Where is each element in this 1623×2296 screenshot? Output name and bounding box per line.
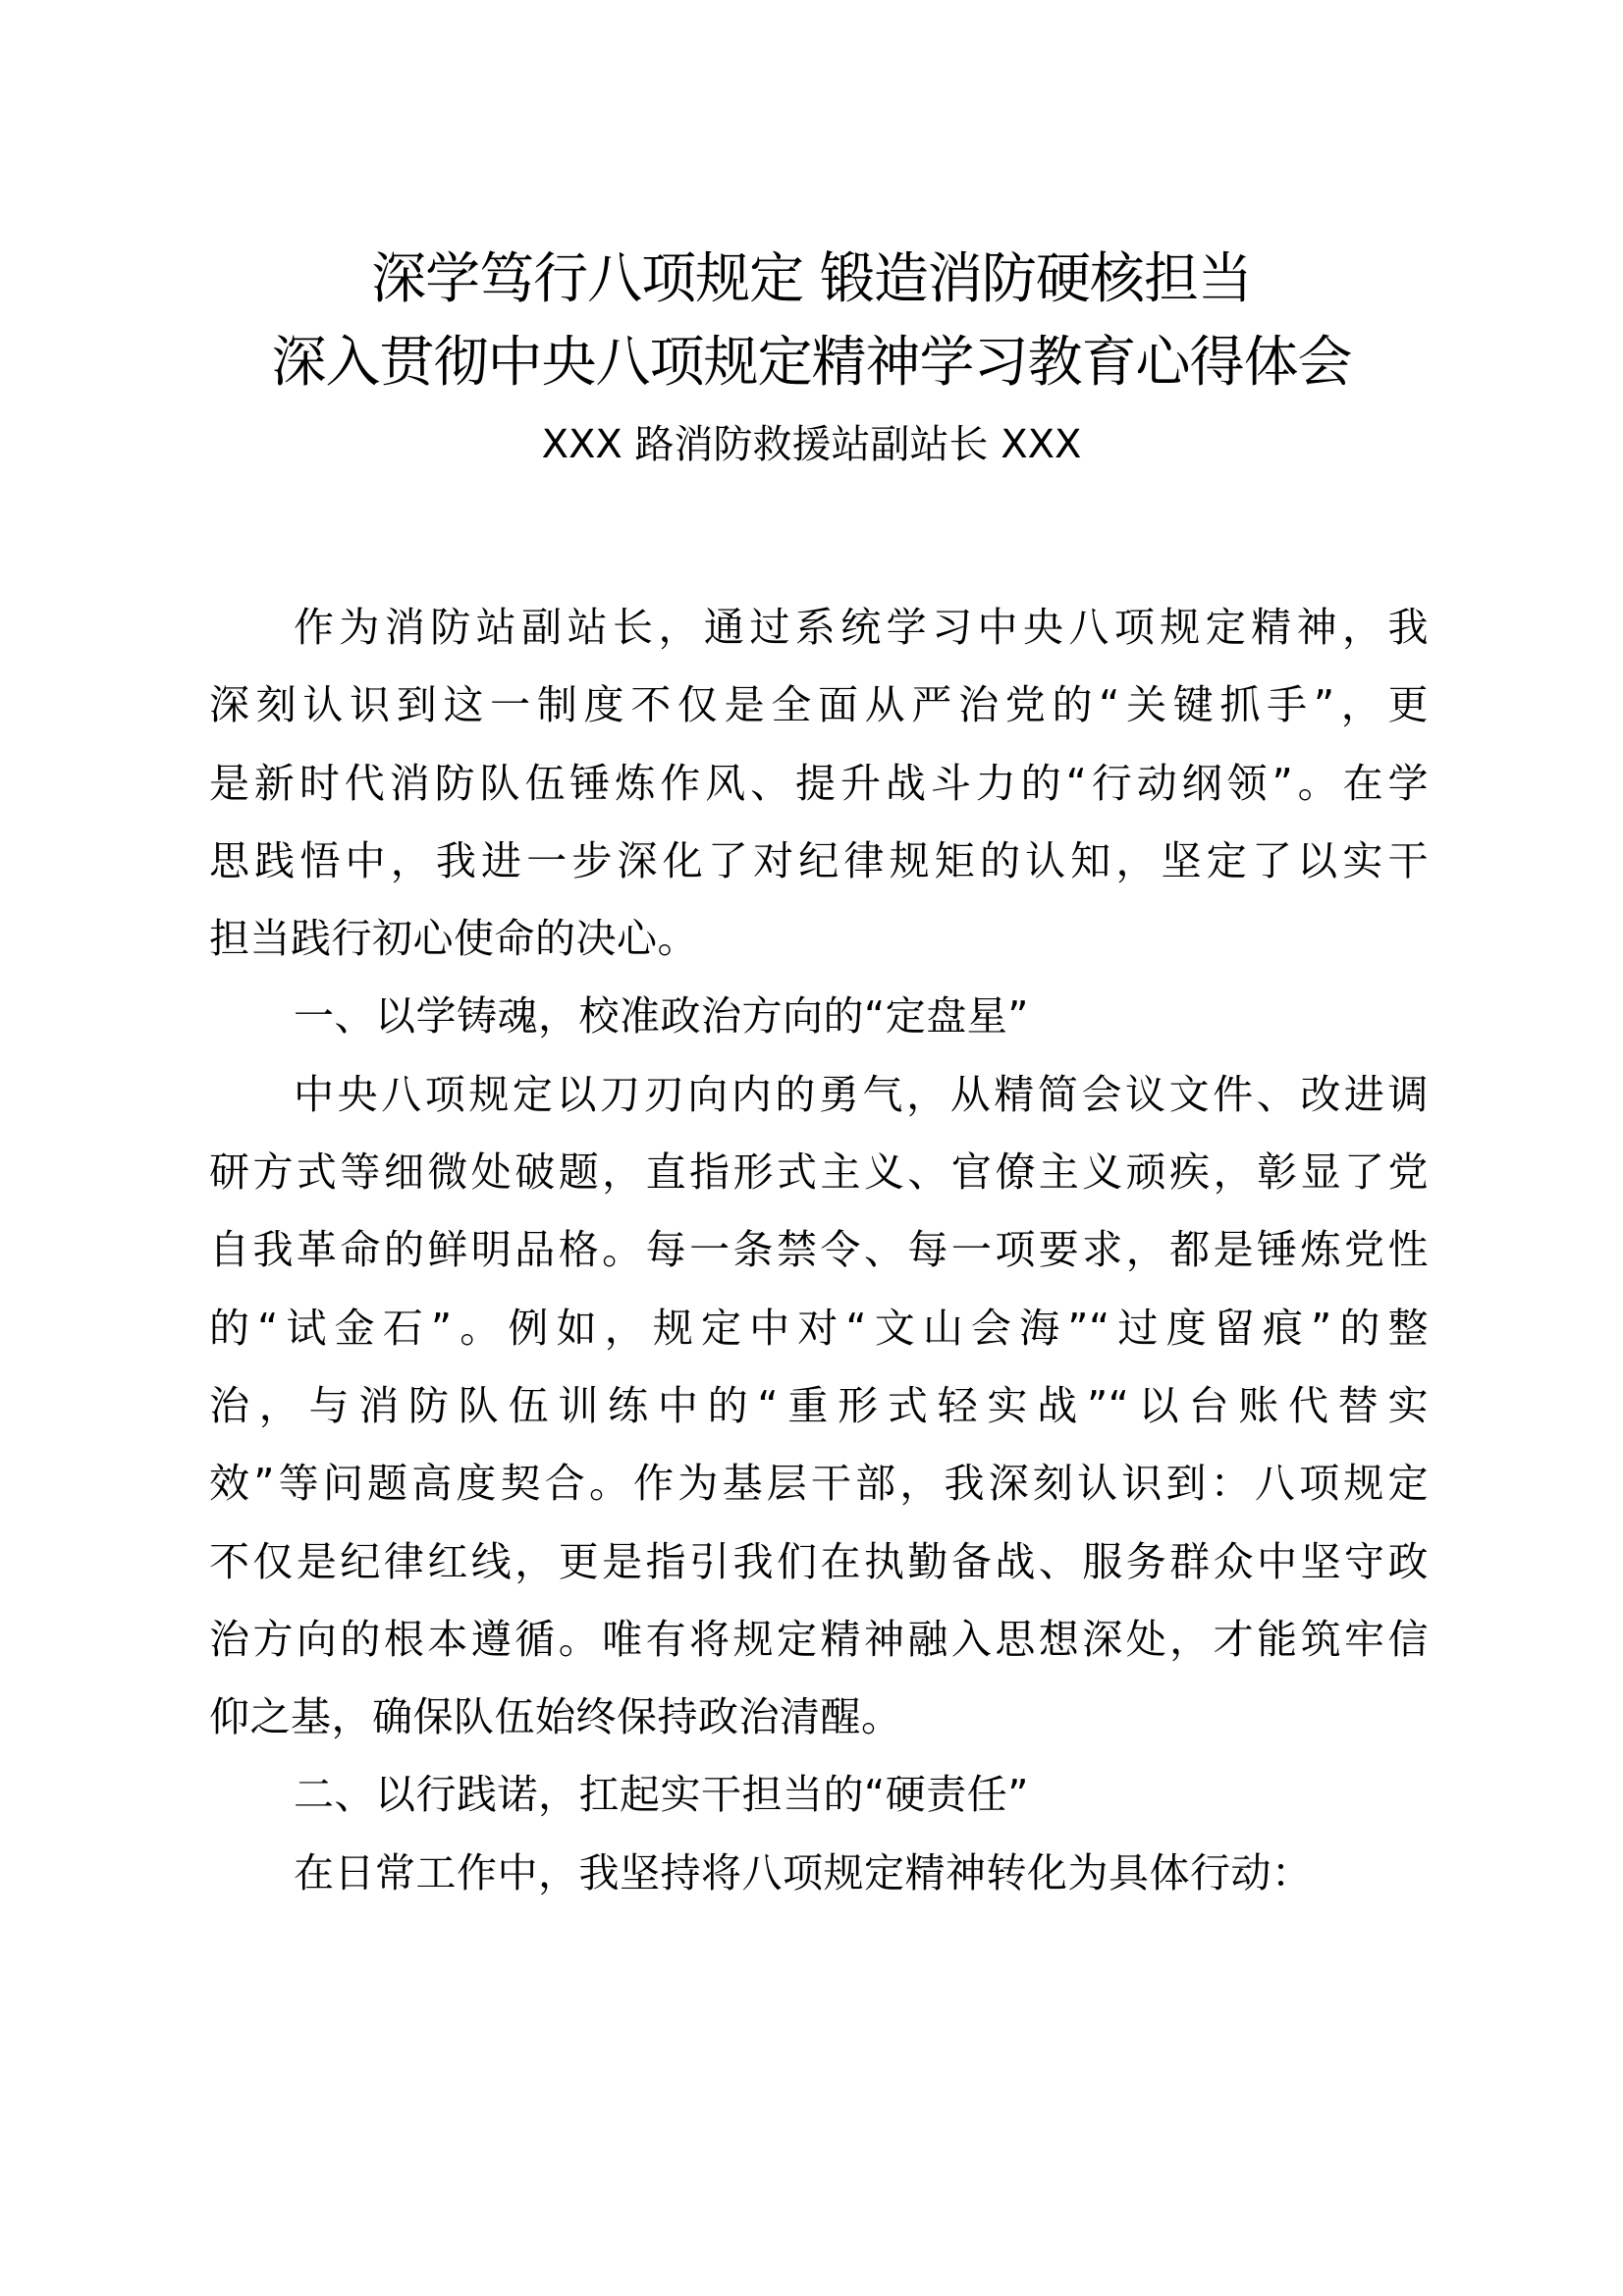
section-heading-1: 一、以学铸魂，校准政治方向的“定盘星” [294, 992, 1029, 1041]
document-body [209, 589, 1429, 1912]
paragraph-1-line: 担当践行初心使命的决心。 [209, 915, 698, 963]
paragraph-2-line: 治，与消防队伍训练中的“重形式轻实战”“以台账代替实 [209, 1381, 1429, 1429]
document-title: 深学笃行八项规定 锻造消防硬核担当 [371, 247, 1252, 311]
paragraph-3-line: 在日常工作中，我坚持将八项规定精神转化为具体行动： [294, 1848, 1313, 1896]
paragraph-2-line: 治方向的根本遵循。唯有将规定精神融入思想深处，才能筑牢信 [209, 1615, 1429, 1663]
paragraph-2-line: 自我革命的鲜明品格。每一条禁令、每一项要求，都是锤炼党性 [209, 1226, 1429, 1274]
paragraph-2-line: 不仅是纪律红线，更是指引我们在执勤备战、服务群众中坚守政 [209, 1537, 1429, 1585]
paragraph-2-line: 效”等问题高度契合。作为基层干部，我深刻认识到：八项规定 [209, 1460, 1429, 1508]
paragraph-2-line: 中央八项规定以刀刃向内的勇气，从精简会议文件、改进调 [294, 1070, 1429, 1118]
paragraph-1-line: 思践悟中，我进一步深化了对纪律规矩的认知，坚定了以实干 [209, 836, 1429, 884]
author-byline: XXX 路消防救援站副站长 XXX [541, 422, 1082, 467]
paragraph-1-line: 是新时代消防队伍锤炼作风、提升战斗力的“行动纲领”。在学 [209, 759, 1429, 807]
paragraph-2-line: 仰之基，确保队伍始终保持政治清醒。 [209, 1693, 902, 1741]
paragraph-2-line: 研方式等细微处破题，直指形式主义、官僚主义顽疾，彰显了党 [209, 1148, 1429, 1197]
document-subtitle: 深入贯彻中央八项规定精神学习教育心得体会 [271, 331, 1352, 395]
paragraph-1-line: 深刻认识到这一制度不仅是全面从严治党的“关键抓手”，更 [209, 681, 1429, 729]
paragraph-1-line: 作为消防站副站长，通过系统学习中央八项规定精神，我 [294, 604, 1429, 651]
paragraph-2-line: 的“试金石”。例如，规定中对“文山会海”“过度留痕”的整 [209, 1304, 1429, 1352]
section-heading-2: 二、以行践诺，扛起实干担当的“硬责任” [294, 1771, 1029, 1819]
